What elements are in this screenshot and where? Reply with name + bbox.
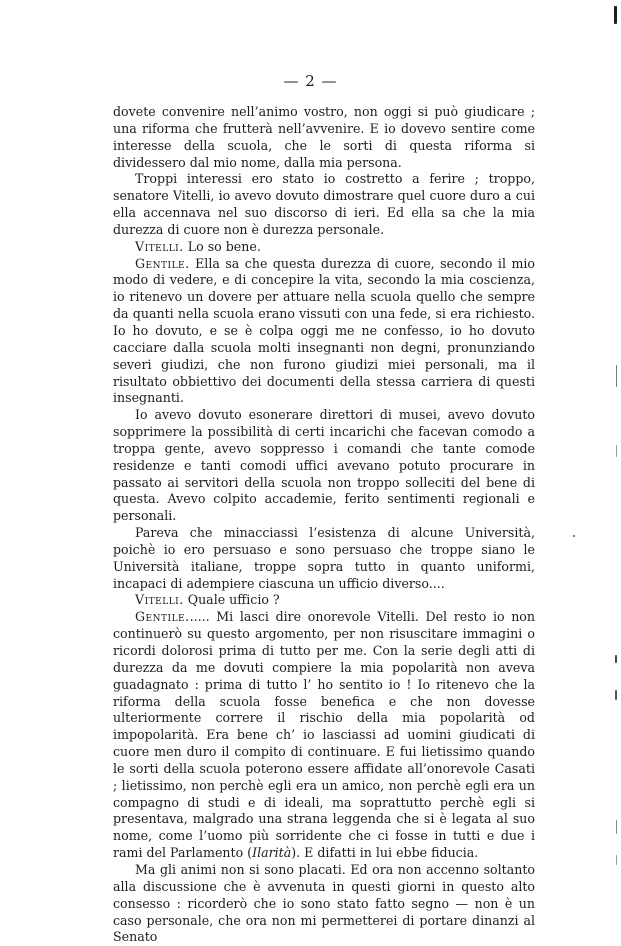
- page-number: — 2 —: [283, 72, 338, 90]
- paragraph: dovete convenire nell’animo vostro, non oggi si può giudicare ; una riforma che frutterà nell’avvenire. E io dovevo sentire come interesse della scuola, che le sorti di questa riforma si dividessero dal mio nome, dalla mia persona.: [113, 104, 535, 170]
- page-edge-mark: [616, 820, 617, 834]
- speaker-name: Vitelli.: [135, 592, 184, 608]
- page-edge-mark: [616, 365, 617, 387]
- dialogue-text: ..... Mi lasci dire onorevole Vitelli. Del resto io non continuerò su questo argomento, per non risuscitare immagini o ricordi dolorosi prima di tutto per me. Con la serie degli atti di durezza da me dovuti compiere la mia popolarità non aveva guadagnato : prima di tutto l’ ho sentito io ! Io ritenevo che la riforma della scuola fosse benefica e che non dovesse ulteriormente correre il rischio della mia popolarità od impopolarità. Era bene ch’ io lasciassi ad uomini giudicati di cuore men duro il compito di continuare. E fui lietissimo quando le sorti della scuola poterono essere affidate all’onorevole Casati ; lietissimo, non perchè egli era un amico, non perchè egli era un compagno di studi e di ideali, ma soprattutto perchè egli si presentava, malgrado una strana leggenda che si è legata al suo nome, come l’uomo più sorridente che ci fosse in tutti e due i rami del Parlamento (: [113, 609, 535, 861]
- paragraph: Ma gli animi non si sono placati. Ed ora non accenno soltanto alla discussione che è avvenuta in questi giorni in questo alto consesso : ricorderò che io sono stato fatto segno — non è un caso personale, che ora non mi permetterei di portare dinanzi al Senato: [113, 861, 535, 945]
- paragraph: Io avevo dovuto esonerare direttori di musei, avevo dovuto sopprimere la possibilità di certi incarichi che facevan comodo a troppa gente, avevo soppresso i comandi che tante comode residenze e tanti comodi uffici avevano potuto procurare in passato ai servitori della scuola non troppo solleciti del bene di questa. Avevo colpito accademie, ferito sentimenti regionali e personali.: [113, 407, 535, 524]
- dialogue-line: [113, 256, 535, 408]
- body-text: [113, 104, 535, 946]
- dialogue-text: ). E difatti in lui ebbe fiducia.: [291, 845, 479, 861]
- speaker-name: Vitelli.: [135, 238, 184, 254]
- page-edge-mark: [615, 655, 617, 663]
- speaker-name: Gentile.: [135, 255, 190, 271]
- page-edge-mark: [615, 690, 617, 700]
- paragraph: Troppi interessi ero stato io costretto a ferire ; troppo, senatore Vitelli, io avevo dovuto dimostrare quel cuore duro a cui ella accennava nel suo discorso di ieri. Ed ella sa che la mia durezza di cuore non è durezza personale.: [113, 171, 535, 237]
- dialogue-text: Quale ufficio ?: [187, 592, 280, 608]
- dialogue-line: [113, 609, 535, 862]
- dialogue-text: Lo so bene.: [187, 238, 261, 254]
- dialogue-line: [113, 592, 535, 609]
- speaker-name: Gentile.: [135, 609, 190, 625]
- paragraph: Pareva che minacciassi l’esistenza di alcune Università, poichè io ero persuaso e sono persuaso che troppe siano le Università italiane, troppe sopra tutto in quanto uniformi, incapaci di adempiere ciascuna un ufficio diverso....: [113, 525, 535, 591]
- dialogue-line: [113, 239, 535, 256]
- page-edge-mark: [616, 445, 617, 457]
- dialogue-text: Ella sa che questa durezza di cuore, secondo il mio modo di vedere, e di concepire la vita, secondo la mia coscienza, io ritenevo un dovere per attuare nella scuola quello che sempre da quanti nella scuola erano vissuti con una fede, si era richiesto. Io ho dovuto, e se è colpa oggi me ne confesso, io ho dovuto cacciare dalla scuola molti insegnanti non degni, pronunziando severi giudizi, che non furono giudizi miei personali, ma il risultato obbiettivo dei documenti della stessa carriera di questi insegnanti.: [113, 255, 535, 406]
- page-edge-mark: [616, 855, 617, 865]
- italic-note: Ilarità: [252, 845, 292, 861]
- page-edge-mark: [614, 6, 617, 24]
- scan-speck: [573, 535, 575, 537]
